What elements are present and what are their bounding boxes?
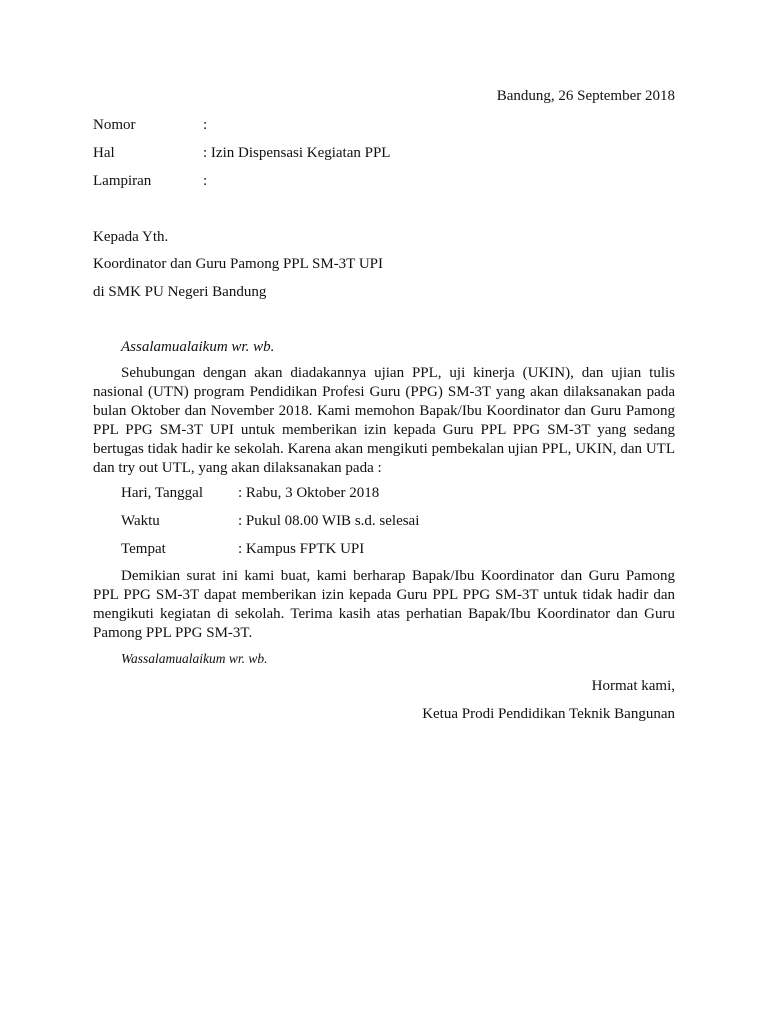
body-paragraph-1: Sehubungan dengan akan diadakannya ujian PPL, uji kinerja (UKIN), dan ujian tulis nasional (UTN) program Pendidikan Profesi Guru (PPG) SM-3T yang akan dilaksanakan pada bulan Oktober dan November 2018. Kami memohon Bapak/Ibu Koordinator dan Guru Pamong PPL PPG SM-3T UPI untuk memberikan izin kepada Guru PPL PPG SM-3T yang sedang bertugas tidak hadir ke sekolah. Karena akan mengikuti pembekalan ujian PPL, UKIN, dan UTL dan try out UTL, yang akan dilaksanakan pada : — [93, 365, 675, 476]
header-label-nomor: Nomor — [93, 117, 136, 133]
closing-phrase: Hormat kami, — [591, 678, 675, 694]
schedule-label-time: Waktu — [121, 513, 160, 529]
schedule-value-place: : Kampus FPTK UPI — [238, 541, 365, 557]
closing-greeting: Wassalamualaikum wr. wb. — [121, 651, 268, 666]
header-label-lampiran: Lampiran — [93, 173, 152, 189]
schedule-label-date: Hari, Tanggal — [121, 485, 203, 501]
recipient-line-2: Koordinator dan Guru Pamong PPL SM-3T UPI — [93, 256, 383, 272]
place-date: Bandung, 26 September 2018 — [496, 88, 675, 104]
header-value-lampiran: : — [203, 173, 208, 189]
signatory-title: Ketua Prodi Pendidikan Teknik Bangunan — [422, 706, 675, 722]
schedule-value-date: : Rabu, 3 Oktober 2018 — [238, 485, 380, 501]
schedule-value-time: : Pukul 08.00 WIB s.d. selesai — [238, 513, 420, 529]
body-paragraph-2: Demikian surat ini kami buat, kami berharap Bapak/Ibu Koordinator dan Guru Pamong PPL PPG SM-3T dapat memberikan izin kepada Guru PPL PPG SM-3T untuk tidak hadir dan mengikuti kegiatan di sekolah. Terima kasih atas perhatian Bapak/Ibu Koordinator dan Guru Pamong PPL PPG SM-3T. — [93, 568, 675, 641]
header-value-hal: : Izin Dispensasi Kegiatan PPL — [203, 145, 391, 161]
recipient-line-3: di SMK PU Negeri Bandung — [93, 284, 267, 300]
recipient-line-1: Kepada Yth. — [93, 229, 169, 245]
schedule-label-place: Tempat — [121, 541, 166, 557]
header-label-hal: Hal — [93, 145, 115, 161]
header-value-nomor: : — [203, 117, 208, 133]
opening-greeting: Assalamualaikum wr. wb. — [121, 339, 275, 355]
